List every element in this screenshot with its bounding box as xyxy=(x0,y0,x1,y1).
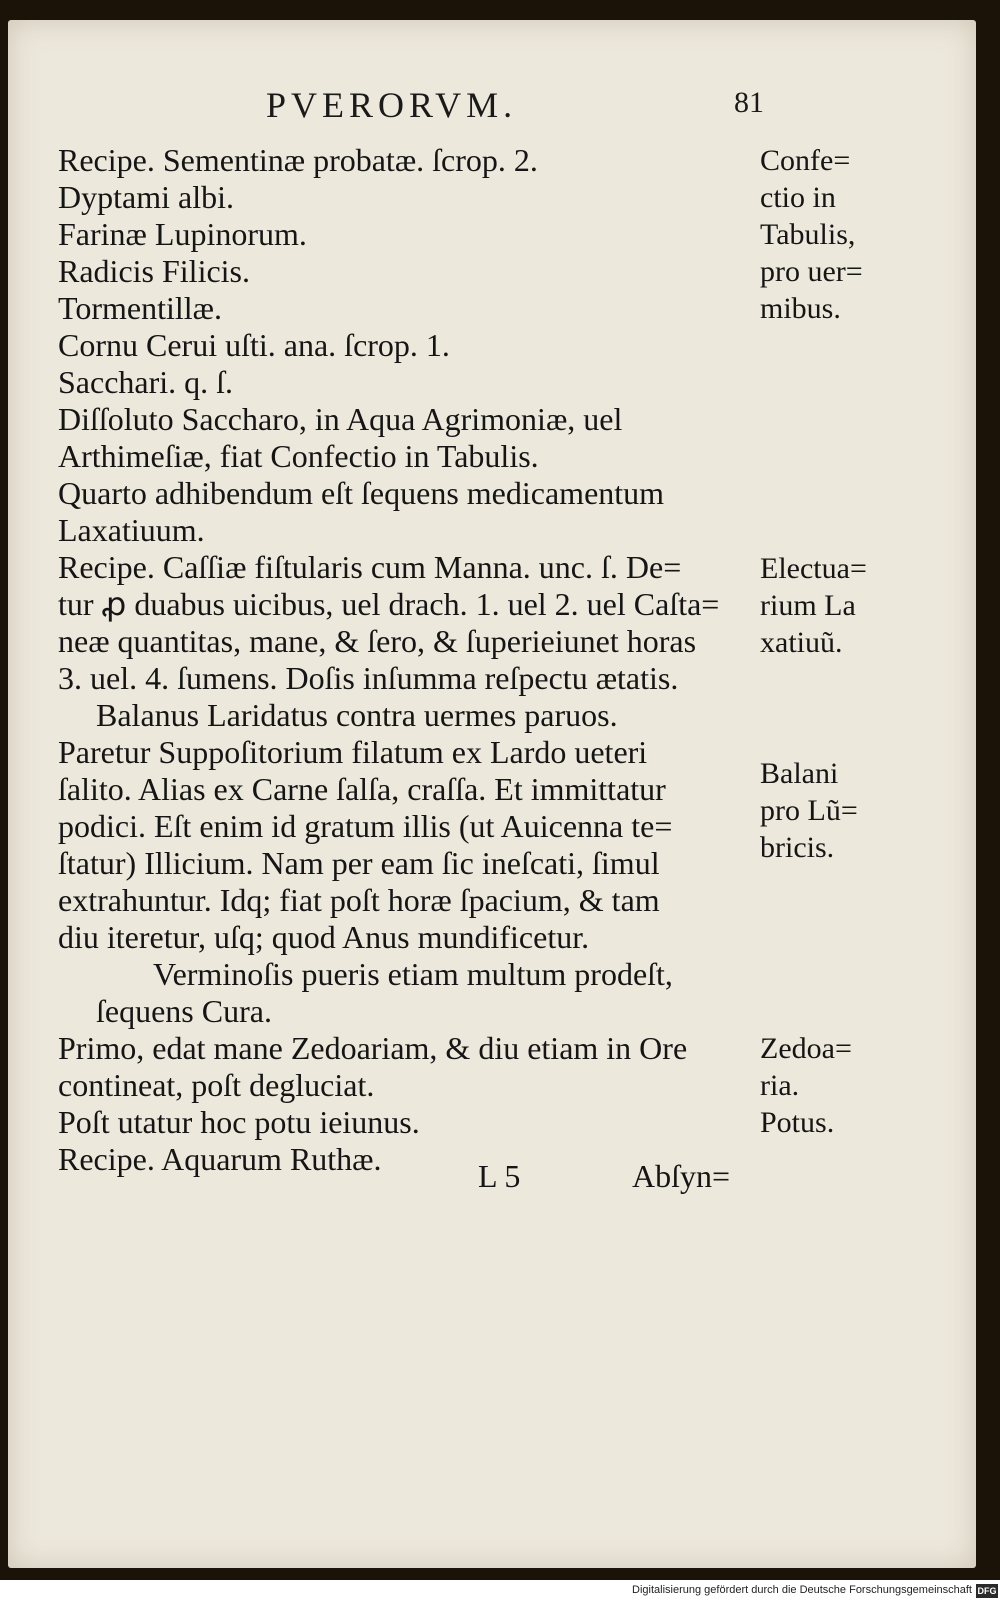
margin-note-line: Zedoa= xyxy=(760,1032,852,1065)
text-line: Arthimeſiæ, fiat Confectio in Tabulis. xyxy=(58,438,539,474)
text-line: Diſſoluto Saccharo, in Aqua Agrimoniæ, uel xyxy=(58,401,623,437)
text-line: Recipe. Sementinæ probatæ. ſcrop. 2. xyxy=(58,142,538,178)
margin-note-line: Confe= xyxy=(760,144,851,177)
page-number: 81 xyxy=(734,86,764,119)
text-line: contineat, poſt degluciat. xyxy=(58,1067,375,1103)
text-line: Laxatiuum. xyxy=(58,512,205,548)
margin-note-line: ria. xyxy=(760,1069,800,1102)
digitization-footer xyxy=(0,1580,1000,1604)
book-page xyxy=(8,20,976,1568)
margin-note-line: xatiuũ. xyxy=(760,626,843,659)
main-text-block xyxy=(58,142,778,1178)
margin-note-line: pro Lũ= xyxy=(760,794,858,827)
margin-note-confectio xyxy=(760,142,960,327)
margin-note-line: rium La xyxy=(760,589,856,622)
text-line: Recipe. Caſſiæ fiſtularis cum Manna. unc. ſ. De= xyxy=(58,549,682,585)
text-line: tur ꝓ duabus uicibus, uel drach. 1. uel 2. uel Caſta= xyxy=(58,586,720,622)
margin-note-line: Balani xyxy=(760,757,839,790)
funding-credit: Digitalisierung gefördert durch die Deutsche Forschungsgemeinschaft xyxy=(632,1584,972,1596)
section-heading: ſequens Cura. xyxy=(96,993,272,1029)
text-line: Paretur Suppoſitorium filatum ex Lardo ueteri xyxy=(58,734,648,770)
page-header xyxy=(8,84,976,144)
margin-note-electuarium xyxy=(760,550,960,661)
margin-note-line: bricis. xyxy=(760,831,835,864)
margin-note-balani xyxy=(760,755,960,866)
margin-note-line: mibus. xyxy=(760,292,841,325)
text-line: ſalito. Alias ex Carne ſalſa, craſſa. Et immittatur xyxy=(58,771,666,807)
text-line: Primo, edat mane Zedoariam, & diu etiam in Ore xyxy=(58,1030,688,1066)
dfg-logo-icon: DFG xyxy=(977,1586,997,1596)
text-line: Quarto adhibendum eſt ſequens medicamentum xyxy=(58,475,665,511)
text-line: podici. Eſt enim id gratum illis (ut Auicenna te= xyxy=(58,808,673,844)
catchword: Abſyn= xyxy=(632,1158,731,1194)
text-line: Recipe. Aquarum Ruthæ. xyxy=(58,1141,382,1177)
text-line: ſtatur) Illicium. Nam per eam ſic ineſcati, ſimul xyxy=(58,845,660,881)
running-head: PVERORVM. xyxy=(266,85,518,125)
text-line: extrahuntur. Idq; fiat poſt horæ ſpacium, & tam xyxy=(58,882,660,918)
signature-mark: L 5 xyxy=(478,1158,521,1194)
margin-note-line: Potus. xyxy=(760,1106,835,1139)
margin-note-zedoaria xyxy=(760,1030,960,1141)
text-line: Cornu Cerui uſti. ana. ſcrop. 1. xyxy=(58,327,450,363)
text-line: Poſt utatur hoc potu ieiunus. xyxy=(58,1104,420,1140)
text-line: Radicis Filicis. xyxy=(58,253,250,289)
margin-note-line: Tabulis, xyxy=(760,218,856,251)
margin-note-line: ctio in xyxy=(760,181,836,214)
text-line: diu iteretur, uſq; quod Anus mundificetur. xyxy=(58,919,590,955)
text-line: 3. uel. 4. ſumens. Doſis inſumma reſpectu ætatis. xyxy=(58,660,679,696)
page-footer-row xyxy=(8,1158,976,1198)
text-line: Sacchari. q. ſ. xyxy=(58,364,234,400)
margin-note-line: pro uer= xyxy=(760,255,863,288)
text-line: Tormentillæ. xyxy=(58,290,222,326)
section-heading: Verminoſis pueris etiam multum prodeſt, xyxy=(153,956,673,992)
text-line: Farinæ Lupinorum. xyxy=(58,216,307,252)
section-heading: Balanus Laridatus contra uermes paruos. xyxy=(96,697,618,733)
text-line: neæ quantitas, mane, & ſero, & ſuperieiunet horas xyxy=(58,623,697,659)
margin-note-line: Electua= xyxy=(760,552,867,585)
text-line: Dyptami albi. xyxy=(58,179,234,215)
